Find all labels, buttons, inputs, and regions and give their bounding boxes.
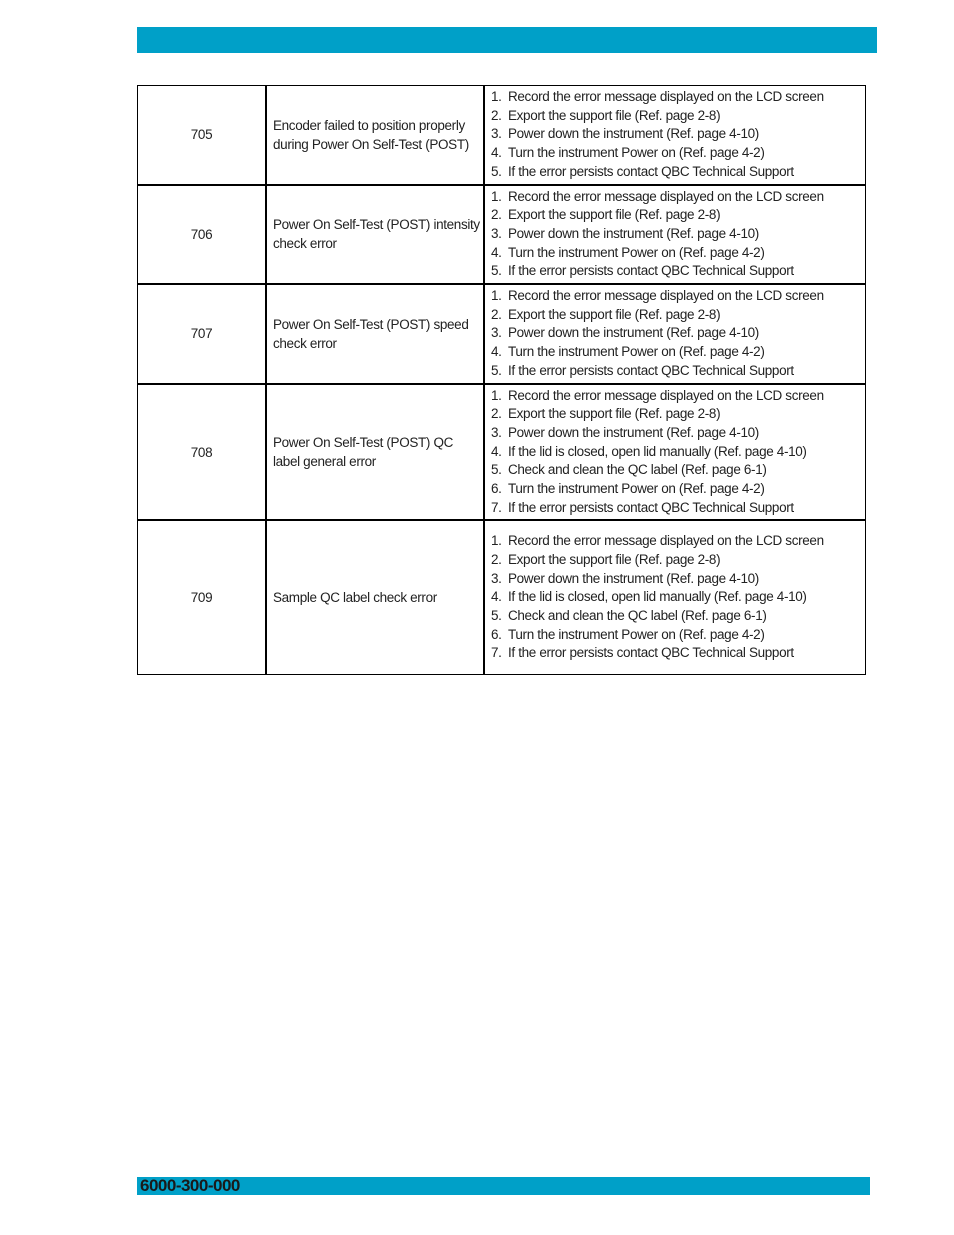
list-item: 3. Power down the instrument (Ref. page 4-10): [491, 225, 759, 241]
corrective-actions: [484, 284, 866, 384]
error-description: Power On Self-Test (POST) speed check error: [266, 284, 484, 384]
action-steps-list: [491, 285, 865, 383]
list-item: 6. Turn the instrument Power on (Ref. page 4-2): [491, 481, 765, 497]
corrective-actions: [484, 384, 866, 521]
table-row: [138, 185, 866, 285]
list-item: 7. If the error persists contact QBC Technical Support: [491, 499, 794, 515]
list-item: 3. Power down the instrument (Ref. page 4-10): [491, 126, 759, 142]
list-item: 2. Export the support file (Ref. page 2-8): [491, 107, 721, 123]
list-item: 3. Power down the instrument (Ref. page 4-10): [491, 325, 759, 341]
corrective-actions: [484, 86, 866, 185]
list-item: 4. Turn the instrument Power on (Ref. page 4-2): [491, 344, 765, 360]
list-item: 3. Power down the instrument (Ref. page 4-10): [491, 424, 759, 440]
action-steps-list: [491, 186, 865, 284]
list-item: 4. Turn the instrument Power on (Ref. page 4-2): [491, 145, 765, 161]
list-item: 5. Check and clean the QC label (Ref. page 6-1): [491, 608, 767, 624]
list-item: 2. Export the support file (Ref. page 2-8): [491, 406, 721, 422]
list-item: 2. Export the support file (Ref. page 2-8): [491, 306, 721, 322]
table-row: [138, 384, 866, 521]
action-steps-list: [491, 530, 865, 665]
list-item: 1. Record the error message displayed on the LCD screen: [491, 387, 824, 403]
list-item: 6. Turn the instrument Power on (Ref. page 4-2): [491, 626, 765, 642]
list-item: 1. Record the error message displayed on the LCD screen: [491, 89, 824, 104]
list-item: 4. If the lid is closed, open lid manually (Ref. page 4-10): [491, 589, 807, 605]
list-item: 3. Power down the instrument (Ref. page 4-10): [491, 570, 759, 586]
document-number: 6000-300-000: [140, 1176, 240, 1195]
list-item: 1. Record the error message displayed on the LCD screen: [491, 533, 824, 549]
error-code: 707: [138, 284, 267, 384]
error-description: Power On Self-Test (POST) intensity check error: [266, 185, 484, 285]
error-code: 706: [138, 185, 267, 285]
error-code: 708: [138, 384, 267, 521]
corrective-actions: [484, 520, 866, 674]
error-description: Encoder failed to position properly during Power On Self-Test (POST): [266, 86, 484, 185]
error-description: Power On Self-Test (POST) QC label general error: [266, 384, 484, 521]
list-item: 5. If the error persists contact QBC Technical Support: [491, 362, 794, 378]
list-item: 5. If the error persists contact QBC Technical Support: [491, 263, 794, 279]
list-item: 7. If the error persists contact QBC Technical Support: [491, 645, 794, 661]
footer-bar: [137, 1177, 870, 1195]
error-code-table: [137, 85, 866, 675]
action-steps-list: [491, 86, 865, 184]
table-row: [138, 520, 866, 674]
list-item: 4. Turn the instrument Power on (Ref. page 4-2): [491, 244, 765, 260]
error-code: 709: [138, 520, 267, 674]
error-code: 705: [138, 86, 267, 185]
list-item: 1. Record the error message displayed on the LCD screen: [491, 288, 824, 304]
table-row: [138, 284, 866, 384]
corrective-actions: [484, 185, 866, 285]
list-item: 5. Check and clean the QC label (Ref. page 6-1): [491, 462, 767, 478]
list-item: 2. Export the support file (Ref. page 2-8): [491, 551, 721, 567]
list-item: 5. If the error persists contact QBC Technical Support: [491, 163, 794, 179]
header-bar: [137, 27, 877, 53]
table-row: [138, 86, 866, 185]
list-item: 1. Record the error message displayed on the LCD screen: [491, 188, 824, 204]
error-description: Sample QC label check error: [266, 520, 484, 674]
action-steps-list: [491, 385, 865, 520]
list-item: 4. If the lid is closed, open lid manually (Ref. page 4-10): [491, 443, 807, 459]
list-item: 2. Export the support file (Ref. page 2-8): [491, 207, 721, 223]
